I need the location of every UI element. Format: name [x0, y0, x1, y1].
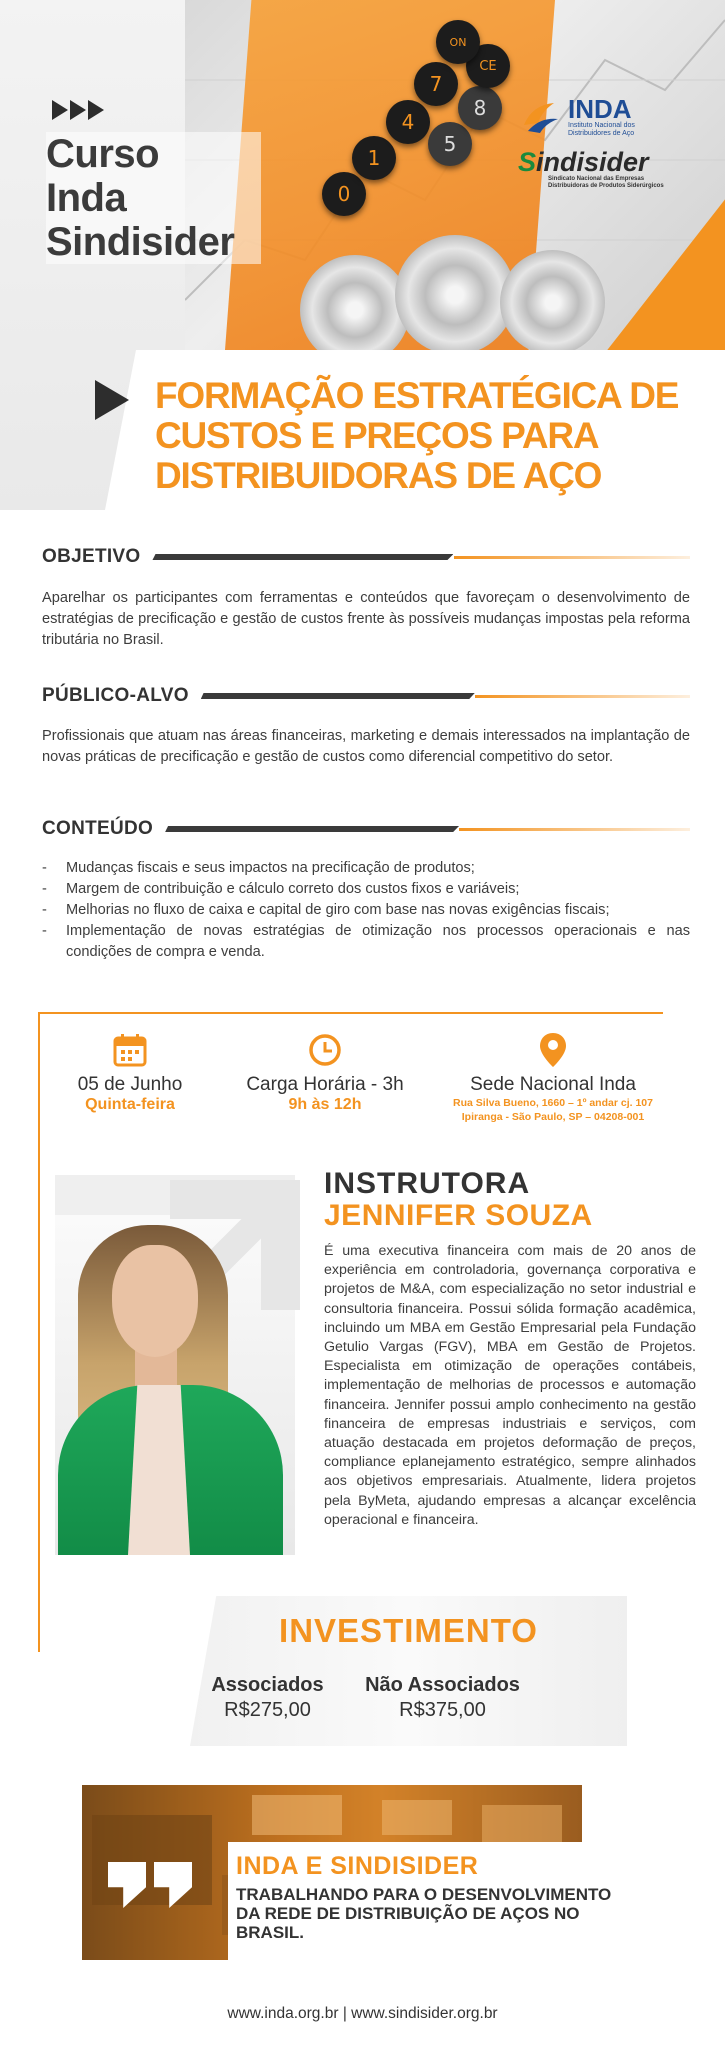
location-pin-icon — [438, 1032, 668, 1068]
calculator-key: 1 — [352, 136, 396, 180]
steel-coil-image — [395, 235, 515, 355]
calculator-key: 8 — [458, 86, 502, 130]
price-label: Não Associados — [365, 1674, 520, 1696]
clock-icon — [225, 1032, 425, 1068]
calculator-key: 0 — [322, 172, 366, 216]
event-address: Ipiranga - São Paulo, SP – 04208-001 — [461, 1111, 645, 1123]
course-name-line: Curso — [46, 132, 160, 176]
section-divider — [201, 693, 690, 699]
course-title-line: FORMAÇÃO ESTRATÉGICA DE — [155, 375, 679, 416]
list-item: - Margem de contribuição e cálculo correto dos custos fixos e variáveis; — [42, 879, 690, 900]
steel-coil-image — [300, 255, 410, 365]
website-links[interactable]: www.inda.org.br | www.sindisider.org.br — [227, 2005, 498, 2022]
banner-slogan — [236, 1885, 676, 1942]
inda-logo — [520, 96, 635, 138]
instructor-photo-face — [112, 1245, 198, 1357]
steel-coil-image — [500, 250, 605, 355]
price-nao-associados — [355, 1674, 530, 1722]
price-associados — [200, 1674, 335, 1722]
triple-arrow-icon — [52, 100, 104, 120]
event-date-main: 05 de Junho — [77, 1074, 183, 1095]
price-value: R$375,00 — [399, 1699, 486, 1721]
sindisider-logo-subtitle: Sindicato Nacional das Empresas — [548, 176, 645, 182]
sindisider-logo-subtitle: Distribuidoras de Produtos Siderúrgicos — [548, 183, 664, 189]
section-title: CONTEÚDO — [42, 818, 154, 839]
banner-slogan-line: BRASIL. — [236, 1923, 304, 1942]
calendar-icon — [60, 1032, 200, 1068]
event-hours-time: 9h às 12h — [288, 1096, 362, 1113]
conteudo-list — [42, 858, 690, 963]
publico-alvo-text: Profissionais que atuam nas áreas financeiras, marketing e demais interessados na implantação de novas práticas de precificação e gestão de custos como diferencial competitivo do setor. — [42, 728, 690, 765]
play-triangle-icon — [95, 380, 129, 420]
inda-logo-subtitle: Distribuidores de Aço — [568, 130, 635, 137]
conteudo-heading — [42, 818, 690, 840]
banner-title: INDA E SINDISIDER — [236, 1852, 479, 1880]
event-location-main: Sede Nacional Inda — [470, 1074, 636, 1095]
course-title-line: CUSTOS E PREÇOS PARA — [155, 415, 599, 456]
course-name — [46, 132, 261, 264]
event-hours — [225, 1032, 425, 1114]
calculator-key: 7 — [414, 62, 458, 106]
investment-title: INVESTIMENTO — [279, 1612, 538, 1649]
list-item: - Mudanças fiscais e seus impactos na precificação de produtos; — [42, 858, 690, 879]
inda-logo-name: INDA — [568, 94, 632, 124]
course-title-line: DISTRIBUIDORAS DE AÇO — [155, 455, 602, 496]
publico-alvo-heading — [42, 685, 690, 707]
event-date-weekday: Quinta-feira — [85, 1096, 175, 1113]
calculator-key: ON — [436, 20, 480, 64]
banner-slogan-line: DA REDE DE DISTRIBUIÇÃO DE AÇOS NO — [236, 1904, 580, 1923]
sindisider-logo — [518, 148, 664, 190]
calculator-key: 4 — [386, 100, 430, 144]
price-label: Associados — [211, 1674, 324, 1696]
objetivo-text: Aparelhar os participantes com ferramentas e conteúdos que favoreçam o desenvolvimento de estratégias de precificação e gestão de custos frente às possíveis mudanças impostas pela reforma tributária no Brasil. — [42, 590, 690, 648]
course-name-line: Sindisider — [46, 220, 235, 264]
course-name-line: Inda — [46, 176, 127, 220]
price-value: R$275,00 — [224, 1699, 311, 1721]
section-divider — [165, 826, 690, 832]
calculator-key: 5 — [428, 122, 472, 166]
sindisider-logo-name: indisider — [536, 147, 649, 177]
event-address: Rua Silva Bueno, 1660 – 1º andar cj. 107 — [453, 1097, 653, 1109]
section-divider — [152, 554, 690, 560]
objetivo-heading — [42, 546, 690, 568]
banner-slogan-line: TRABALHANDO PARA O DESENVOLVIMENTO — [236, 1885, 612, 1904]
calculator-key: CE — [466, 44, 510, 88]
instructor-label: INSTRUTORA — [324, 1167, 531, 1200]
sindisider-logo-initial: S — [518, 147, 537, 177]
quote-mark-icon — [108, 1862, 192, 1908]
inda-logo-icon — [520, 97, 560, 137]
section-title: OBJETIVO — [42, 546, 141, 567]
event-location — [438, 1032, 668, 1124]
section-title: PÚBLICO-ALVO — [42, 685, 189, 706]
inda-logo-subtitle: Instituto Nacional dos — [568, 122, 635, 129]
event-hours-main: Carga Horária - 3h — [246, 1074, 404, 1095]
event-date — [60, 1032, 200, 1114]
instructor-photo-shirt — [128, 1385, 190, 1555]
list-item: - Melhorias no fluxo de caixa e capital de giro com base nas novas exigências fiscais; — [42, 900, 690, 921]
instructor-heading — [324, 1168, 593, 1232]
instructor-name: JENNIFER SOUZA — [324, 1199, 593, 1232]
instructor-bio: É uma executiva financeira com mais de 20 anos de experiência em controladoria, governança corporativa e projetos de M&A, com especialização no setor industrial e consultoria financeira. Possui sólida formação acadêmica, incluindo um MBA em Gestão Empresarial pela Fundação Getulio Vargas (FGV), MBA em Gestão de Projetos. Especialista em otimização de operações contábeis, implementação de melhorias de processos e automação financeira. Jennifer possui amplo conhecimento na gestão financeira de empresas industriais e serviços, com atuação destacada em projetos deformação de preços, compliance eplanejamento estratégico, sempre alinhados aos objetivos empresariais. Atualmente, lidera projetos pela ByMeta, ajudando empresas a alcançar excelência operacional e financeira. — [324, 1243, 696, 1528]
course-title — [155, 376, 695, 496]
list-item: - Implementação de novas estratégias de otimização nos processos operacionais e nas condições de compra e venda. — [42, 921, 690, 963]
